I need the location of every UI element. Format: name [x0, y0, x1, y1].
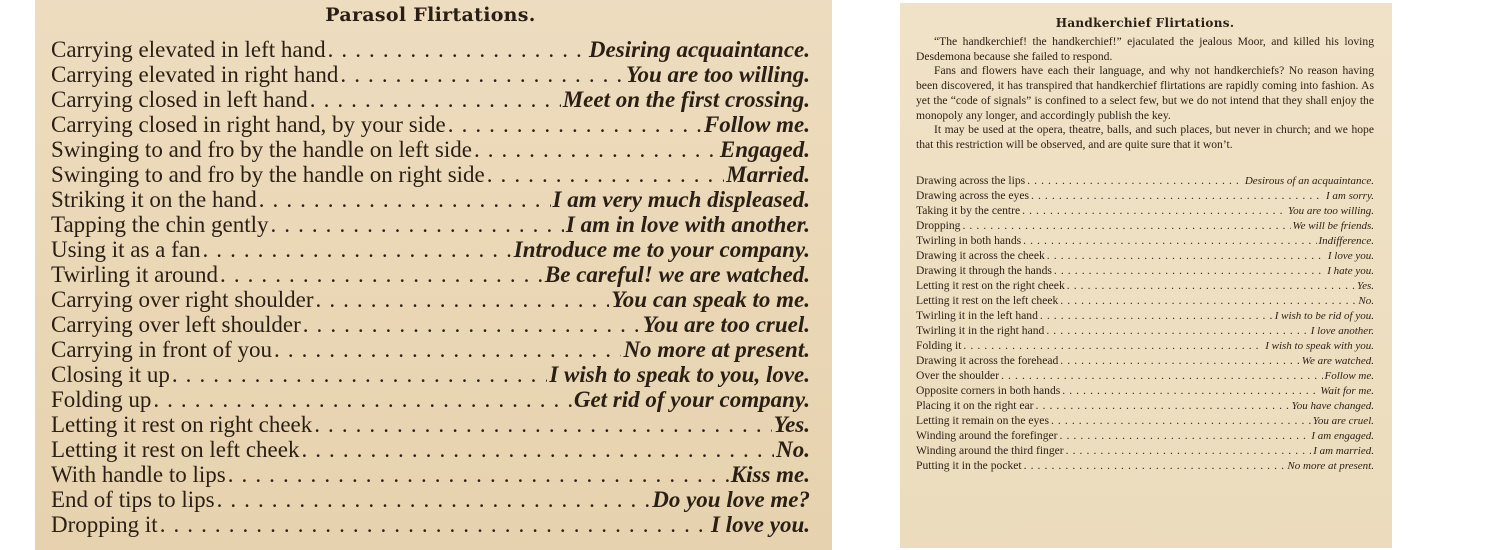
dot-leader — [217, 487, 651, 512]
signal-meaning: Introduce me to your company. — [513, 237, 810, 262]
dot-leader — [1036, 398, 1290, 413]
handkerchief-flirtations-panel — [900, 3, 1392, 548]
signal-action: Drawing across the lips — [916, 173, 1026, 187]
list-item — [916, 233, 1374, 248]
list-item — [51, 112, 810, 137]
signal-meaning: Desirous of an acquaintance. — [1244, 174, 1374, 187]
list-item — [51, 487, 810, 512]
signal-meaning: You are too willing. — [1288, 204, 1374, 217]
signal-meaning: I am married. — [1313, 444, 1374, 457]
handkerchief-title: Handkerchief Flirtations. — [1055, 16, 1235, 30]
dot-leader — [153, 387, 572, 412]
list-item — [916, 308, 1374, 323]
signal-action: With handle to lips — [51, 462, 226, 487]
dot-leader — [1066, 443, 1312, 458]
signal-action: Striking it on the hand — [51, 187, 257, 212]
signal-meaning: No. — [776, 437, 810, 462]
signal-action: Winding around the third finger — [916, 443, 1064, 457]
list-item — [916, 353, 1374, 368]
dot-leader — [301, 437, 774, 462]
signal-action: Carrying elevated in right hand — [51, 62, 339, 87]
signal-action: Carrying closed in right hand, by your side — [51, 112, 446, 137]
dot-leader — [270, 212, 563, 237]
list-item — [916, 383, 1374, 398]
dot-leader — [228, 462, 729, 487]
signal-meaning: Yes. — [773, 412, 810, 437]
signal-action: Carrying over right shoulder — [51, 287, 314, 312]
intro-paragraph: Fans and flowers have each their language, and why not handkerchiefs? No reason having been discovered, it has transpired that handkerchief flirtations are rapidly coming into fashion. As yet the “code of signals” is confined to a select few, but we do not intend that they shall enjoy the monopoly any longer, and accordingly publish the key. — [916, 64, 1374, 122]
signal-meaning: You are too cruel. — [642, 312, 810, 337]
list-item — [51, 237, 810, 262]
signal-meaning: We are watched. — [1301, 354, 1374, 367]
signal-action: Twirling it in the right hand — [916, 323, 1045, 337]
dot-leader — [1060, 353, 1300, 368]
signal-meaning: No more at present. — [1287, 459, 1374, 472]
dot-leader — [963, 338, 1263, 353]
signal-action: Letting it remain on the eyes — [916, 413, 1049, 427]
signal-meaning: Indifference. — [1318, 234, 1374, 247]
signal-action: Letting it rest on right cheek — [51, 412, 313, 437]
list-item — [916, 248, 1374, 263]
signal-meaning: I love you. — [1327, 249, 1374, 262]
signal-meaning: I love another. — [1310, 324, 1374, 337]
list-item — [51, 437, 810, 462]
signal-action: Using it as a fan — [51, 237, 201, 262]
dot-leader — [1062, 383, 1318, 398]
signal-meaning: Engaged. — [719, 137, 810, 162]
signal-action: Carrying in front of you — [51, 337, 273, 362]
list-item — [916, 218, 1374, 233]
list-item — [51, 287, 810, 312]
dot-leader — [962, 218, 1290, 233]
signal-action: Carrying closed in left hand — [51, 87, 308, 112]
dot-leader — [259, 187, 551, 212]
signal-meaning: I wish to speak to you, love. — [549, 362, 810, 387]
signal-action: Over the shoulder — [916, 368, 1000, 382]
signal-meaning: Desiring acquaintance. — [588, 37, 810, 62]
dot-leader — [1067, 278, 1355, 293]
dot-leader — [487, 162, 725, 187]
dot-leader — [328, 37, 587, 62]
signal-meaning: I am sorry. — [1326, 189, 1374, 202]
parasol-flirtations-panel — [35, 0, 832, 550]
signal-meaning: You are cruel. — [1312, 414, 1374, 427]
list-item — [51, 162, 810, 187]
list-item — [51, 512, 810, 537]
handkerchief-intro — [916, 35, 1374, 153]
signal-action: Tapping the chin gently — [51, 212, 269, 237]
signal-action: Drawing across the eyes — [916, 188, 1029, 202]
signal-meaning: You are too willing. — [625, 62, 810, 87]
dot-leader — [340, 62, 624, 87]
dot-leader — [303, 312, 641, 337]
dot-leader — [202, 237, 511, 262]
signal-meaning: I love you. — [710, 512, 810, 537]
list-item — [51, 212, 810, 237]
signal-action: Twirling it in the left hand — [916, 308, 1038, 322]
signal-meaning: I am engaged. — [1311, 429, 1374, 442]
dot-leader — [274, 337, 621, 362]
list-item — [51, 62, 810, 87]
signal-action: Twirling it around — [51, 262, 219, 287]
dot-leader — [1046, 323, 1308, 338]
signal-meaning: No more at present. — [623, 337, 810, 362]
signal-action: Placing it on the right ear — [916, 398, 1034, 412]
dot-leader — [1047, 248, 1326, 263]
dot-leader — [220, 262, 543, 287]
signal-action: Letting it rest on the right cheek — [916, 278, 1065, 292]
list-item — [916, 203, 1374, 218]
signal-action: Letting it rest on the left cheek — [916, 293, 1059, 307]
list-item — [916, 443, 1374, 458]
list-item — [916, 188, 1374, 203]
signal-action: Dropping it — [51, 512, 158, 537]
list-item — [51, 312, 810, 337]
signal-meaning: Wait for me. — [1320, 384, 1374, 397]
signal-action: Letting it rest on left cheek — [51, 437, 300, 462]
signal-action: Drawing it through the hands — [916, 263, 1052, 277]
list-item — [51, 37, 810, 62]
signal-meaning: Follow me. — [703, 112, 810, 137]
list-item — [51, 387, 810, 412]
dot-leader — [172, 362, 547, 387]
list-item — [916, 278, 1374, 293]
dot-leader — [310, 87, 561, 112]
dot-leader — [1031, 188, 1324, 203]
signal-meaning: I am very much displeased. — [552, 187, 810, 212]
signal-action: Winding around the forefinger — [916, 428, 1058, 442]
signal-action: Taking it by the centre — [916, 203, 1021, 217]
parasol-list — [51, 37, 810, 537]
dot-leader — [1040, 308, 1273, 323]
signal-action: End of tips to lips — [51, 487, 215, 512]
list-item — [51, 262, 810, 287]
intro-paragraph: “The handkerchief! the handkerchief!” ejaculated the jealous Moor, and killed his loving Desdemona because she failed to respond. — [916, 35, 1374, 63]
signal-meaning: I am in love with another. — [565, 212, 810, 237]
signal-meaning: Married. — [726, 162, 810, 187]
signal-meaning: I wish to be rid of you. — [1274, 309, 1374, 322]
list-item — [916, 173, 1374, 188]
dot-leader — [1022, 203, 1286, 218]
signal-meaning: Yes. — [1356, 279, 1374, 292]
signal-action: Dropping — [916, 218, 961, 232]
list-item — [916, 293, 1374, 308]
dot-leader — [448, 112, 702, 137]
dot-leader — [1060, 428, 1310, 443]
signal-action: Swinging to and fro by the handle on right side — [51, 162, 485, 187]
signal-action: Closing it up — [51, 362, 170, 387]
dot-leader — [1027, 173, 1243, 188]
list-item — [916, 428, 1374, 443]
signal-action: Opposite corners in both hands — [916, 383, 1061, 397]
signal-meaning: Do you love me? — [652, 487, 810, 512]
list-item — [51, 337, 810, 362]
signal-meaning: Follow me. — [1324, 369, 1374, 382]
signal-meaning: I hate you. — [1327, 264, 1374, 277]
signal-action: Drawing it across the cheek — [916, 248, 1045, 262]
list-item — [51, 187, 810, 212]
list-item — [51, 412, 810, 437]
list-item — [51, 462, 810, 487]
list-item — [51, 137, 810, 162]
dot-leader — [1023, 233, 1316, 248]
signal-meaning: I wish to speak with you. — [1265, 339, 1374, 352]
signal-action: Folding up — [51, 387, 152, 412]
dot-leader — [1051, 413, 1311, 428]
signal-action: Swinging to and fro by the handle on left side — [51, 137, 472, 162]
parasol-title: Parasol Flirtations. — [325, 4, 536, 26]
signal-meaning: Get rid of your company. — [573, 387, 810, 412]
dot-leader — [1060, 293, 1356, 308]
intro-paragraph: It may be used at the opera, theatre, balls, and such places, but never in church; and we hope that this restriction will be observed, and are quite sure that it won’t. — [916, 123, 1374, 151]
list-item — [916, 368, 1374, 383]
signal-meaning: Be careful! we are watched. — [544, 262, 810, 287]
signal-meaning: No. — [1358, 294, 1374, 307]
handkerchief-list — [916, 173, 1374, 473]
signal-meaning: Kiss me. — [730, 462, 810, 487]
list-item — [51, 87, 810, 112]
list-item — [916, 398, 1374, 413]
signal-action: Drawing it across the forehead — [916, 353, 1059, 367]
signal-action: Carrying elevated in left hand — [51, 37, 326, 62]
signal-meaning: You have changed. — [1291, 399, 1374, 412]
signal-action: Folding it — [916, 338, 962, 352]
dot-leader — [1001, 368, 1322, 383]
signal-meaning: We will be friends. — [1292, 219, 1374, 232]
list-item — [916, 263, 1374, 278]
dot-leader — [314, 412, 771, 437]
list-item — [916, 323, 1374, 338]
list-item — [51, 362, 810, 387]
signal-meaning: Meet on the first crossing. — [562, 87, 810, 112]
dot-leader — [474, 137, 718, 162]
list-item — [916, 413, 1374, 428]
signal-action: Putting it in the pocket — [916, 458, 1022, 472]
list-item — [916, 338, 1374, 353]
list-item — [916, 458, 1374, 473]
signal-meaning: You can speak to me. — [611, 287, 810, 312]
dot-leader — [316, 287, 610, 312]
signal-action: Carrying over left shoulder — [51, 312, 301, 337]
signal-action: Twirling in both hands — [916, 233, 1022, 247]
dot-leader — [1024, 458, 1286, 473]
dot-leader — [160, 512, 709, 537]
dot-leader — [1054, 263, 1325, 278]
